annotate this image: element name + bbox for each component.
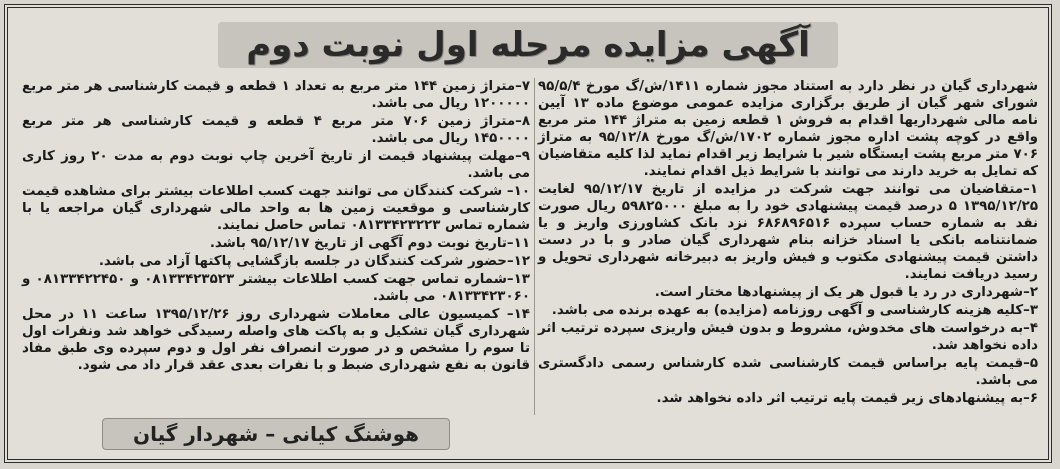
- signature: هوشنگ کیانی – شهردار گیان: [102, 418, 450, 450]
- condition-item: ۱۰– شرکت کنندگان می توانند جهت کسب اطلاعات بیشتر برای مشاهده قیمت کارشناسی و موقعیت زمین ها به واحد مالی شهرداری گیان مراجعه یا با شماره تماس ۰۸۱۳۳۴۲۳۲۲۳ تماس حاصل نمایند.: [22, 184, 530, 233]
- condition-item: ۲–شهرداری در رد یا قبول هر یک از پیشنهادها مختار است.: [654, 285, 1038, 300]
- condition-item: ۱۲–حضور شرکت کنندگان در جلسه بازگشایی پاکتها آزاد می باشد.: [98, 254, 530, 269]
- left-column: [22, 78, 530, 375]
- condition-item: ۴–به درخواست های مخدوش، مشروط و بدون فیش واریزی سپرده ترتیب اثر داده نخواهد شد.: [538, 321, 1038, 353]
- advertisement-frame: [4, 4, 1052, 463]
- column-divider: [534, 78, 535, 415]
- right-column: [538, 78, 1038, 408]
- condition-item: ۷–متراژ زمین ۱۴۴ متر مربع به تعداد ۱ قطعه و قیمت کارشناسی هر متر مربع ۱۲۰۰۰۰۰ ریال می باشد.: [22, 79, 530, 111]
- condition-item: ۱–متقاضیان می توانند جهت شرکت در مزایده از تاریخ ۹۵/۱۲/۱۷ لغایت ۱۳۹۵/۱۲/۲۵ ۵ درصد قیمت پیشنهادی خود را به مبلغ ۵۹۸۲۵۰۰۰ ریال صورت نقد به شماره حساب سپرده ۶۸۶۸۹۶۵۱۶ نزد بانک کشاورزی واریز و یا ضمانتنامه بانکی یا اسناد خزانه بنام شهرداری گیان صادر و با در دست داشتن قیمت پیشنهادی مکتوب و فیش واریز به دبیرخانه شهرداری تحویل و رسید دریافت نمایند.: [538, 182, 1038, 282]
- condition-item: ۶–به پیشنهادهای زیر قیمت پایه ترتیب اثر داده نخواهد شد.: [656, 391, 1038, 406]
- condition-item: ۳–کلیه هزینه کارشناسی و آگهی روزنامه (مزایده) به عهده برنده می باشد.: [551, 303, 1038, 318]
- condition-item: ۱۱–تاریخ نوبت دوم آگهی از تاریخ ۹۵/۱۲/۱۷ باشد.: [209, 236, 530, 251]
- condition-item: ۵–قیمت پایه براساس قیمت کارشناسی شده کارشناس رسمی دادگستری می باشد.: [538, 356, 1038, 388]
- intro-paragraph: [538, 78, 1038, 180]
- condition-item: ۱۴– کمیسیون عالی معاملات شهرداری روز ۱۳۹۵/۱۲/۲۶ ساعت ۱۱ در محل شهرداری گیان تشکیل و به پاکت های واصله رسیدگی خواهد شد ونفرات اول تا سوم را مشخص و در صورت انصراف نفر اول و دوم سپرده وی طبق مفاد قانون به نفع شهرداری ضبط و با نفرات بعدی عقد قرار داد می شود.: [22, 307, 530, 373]
- signature-banner: [22, 415, 530, 453]
- condition-item: ۸–متراژ زمین ۷۰۶ متر مربع ۴ قطعه و قیمت کارشناسی هر متر مربع ۱۴۵۰۰۰۰ ریال می باشد.: [22, 114, 530, 146]
- headline: آگهی مزایده مرحله اول نوبت دوم: [218, 22, 838, 68]
- condition-item: ۹–مهلت پیشنهاد قیمت از تاریخ آخرین چاپ نوبت دوم به مدت ۲۰ روز کاری می باشد.: [22, 149, 530, 181]
- intro-lead: شهرداری گیان در نظر دارد: [857, 79, 1038, 94]
- intro-text: به استناد مجوز شماره ۱۴۱۱/ش/گ مورخ ۹۵/۵/۴ شورای شهر گیان از طریق برگزاری مزایده عمومی موضوع ماده ۱۳ آیین نامه مالی شهرداریها اقدام به فروش ۱ قطعه زمین به متراژ ۱۴۴ متر مربع واقع در کوچه پشت اداره مجوز شماره ۱۷۰۲/ش/گ مورخ ۹۵/۱۲/۸ به متراژ ۷۰۶ متر مربع پشت ایستگاه شیر با شرایط زیر اقدام نماید لذا کلیه متقاضیان که تمایل به خرید دارند می توانند با شرایط ذیل اقدام نمایند.: [538, 79, 1039, 179]
- headline-banner: [8, 20, 1048, 70]
- condition-item: ۱۳–شماره تماس جهت کسب اطلاعات بیشتر ۰۸۱۳۳۴۲۳۵۲۳ و ۰۸۱۳۳۴۲۲۴۵۰ و ۰۸۱۳۳۴۲۳۰۶۰ می باشد.: [22, 272, 530, 304]
